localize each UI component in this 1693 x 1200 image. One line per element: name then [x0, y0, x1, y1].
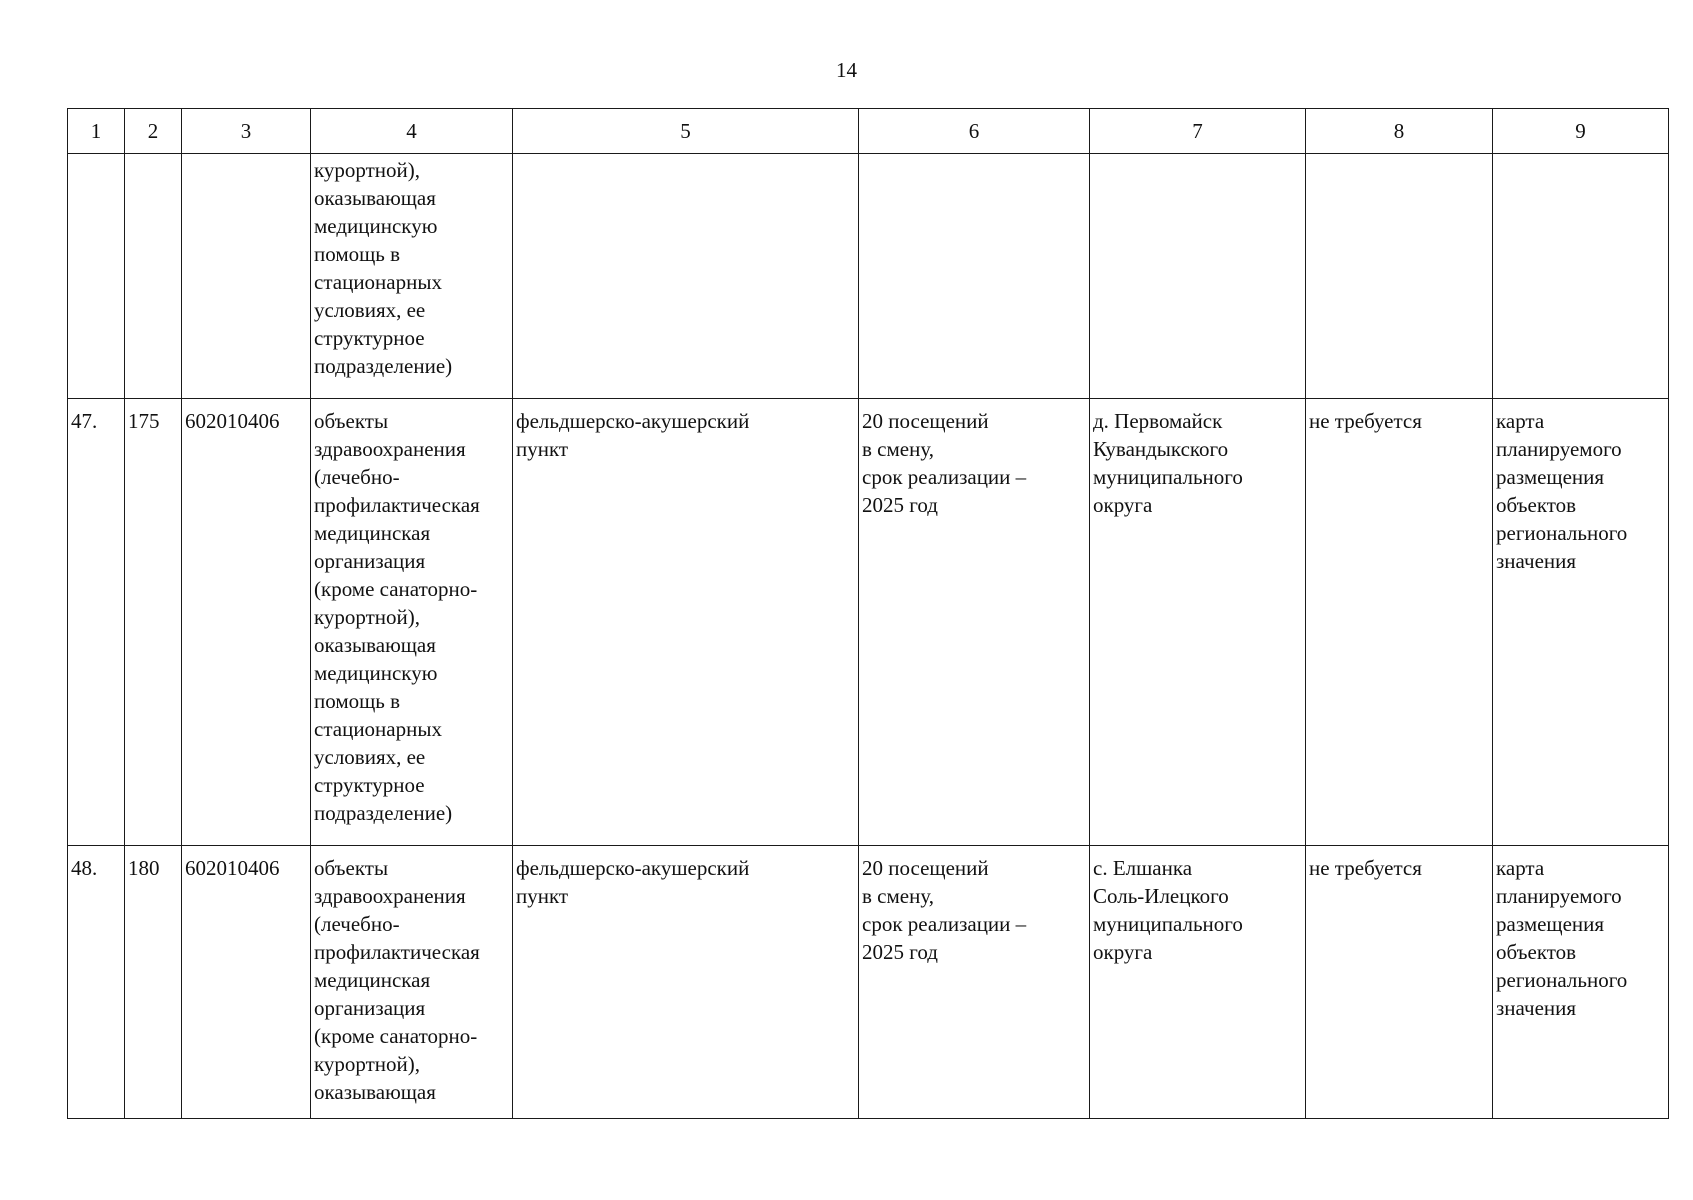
header-cell: 7 — [1090, 109, 1306, 154]
header-cell: 8 — [1306, 109, 1493, 154]
object-name-cell — [513, 154, 859, 399]
object-type-cell — [311, 846, 513, 1119]
header-cell: 1 — [68, 109, 125, 154]
object-name-cell — [513, 846, 859, 1119]
table-row — [68, 154, 1669, 399]
object-type-cell — [311, 399, 513, 846]
row-number: 47. — [71, 409, 98, 433]
row-number-cell — [68, 154, 125, 399]
zone-cell — [1306, 154, 1493, 399]
header-cell: 5 — [513, 109, 859, 154]
index-cell — [125, 846, 182, 1119]
index-cell — [125, 399, 182, 846]
code-cell — [182, 399, 311, 846]
object-type-text: объекты здравоохранения (лечебно- профилактическая медицинская организация (кроме санаторно- курортной), оказывающая медицинскую помощь в стационарных условиях, ее структурное подразделение) — [314, 409, 480, 825]
row-number-cell — [68, 846, 125, 1119]
object-type-text: курортной), оказывающая медицинскую помощь в стационарных условиях, ее структурное подразделение) — [314, 158, 453, 378]
code-cell — [182, 154, 311, 399]
location-cell — [1090, 846, 1306, 1119]
index-value: 180 — [128, 856, 160, 880]
characteristics-cell — [859, 154, 1090, 399]
location-cell — [1090, 154, 1306, 399]
table-row — [68, 846, 1669, 1119]
zone-text: не требуется — [1309, 856, 1422, 880]
location-text: д. Первомайск Кувандыкского муниципального округа — [1093, 409, 1243, 517]
code-cell — [182, 846, 311, 1119]
row-number: 48. — [71, 856, 98, 880]
location-cell — [1090, 399, 1306, 846]
zone-cell — [1306, 846, 1493, 1119]
map-text: карта планируемого размещения объектов регионального значения — [1496, 409, 1628, 573]
map-cell — [1493, 154, 1669, 399]
page-number: 14 — [836, 58, 857, 82]
header-cell: 6 — [859, 109, 1090, 154]
object-type-text: объекты здравоохранения (лечебно- профилактическая медицинская организация (кроме санаторно- курортной), оказывающая — [314, 856, 480, 1104]
code-value: 602010406 — [185, 409, 280, 433]
header-cell: 9 — [1493, 109, 1669, 154]
object-name-text: фельдшерско-акушерский пункт — [516, 856, 750, 908]
characteristics-cell — [859, 399, 1090, 846]
map-cell — [1493, 846, 1669, 1119]
characteristics-text: 20 посещений в смену, срок реализации – 2025 год — [862, 856, 1027, 964]
header-cell: 4 — [311, 109, 513, 154]
index-value: 175 — [128, 409, 160, 433]
code-value: 602010406 — [185, 856, 280, 880]
zone-text: не требуется — [1309, 409, 1422, 433]
characteristics-cell — [859, 846, 1090, 1119]
table-header-row — [68, 109, 1669, 154]
header-cell: 3 — [182, 109, 311, 154]
map-cell — [1493, 399, 1669, 846]
row-number-cell — [68, 399, 125, 846]
map-text: карта планируемого размещения объектов регионального значения — [1496, 856, 1628, 1020]
object-name-text: фельдшерско-акушерский пункт — [516, 409, 750, 461]
zone-cell — [1306, 399, 1493, 846]
header-cell: 2 — [125, 109, 182, 154]
object-name-cell — [513, 399, 859, 846]
document-table — [67, 108, 1669, 1119]
index-cell — [125, 154, 182, 399]
location-text: с. Елшанка Соль-Илецкого муниципального округа — [1093, 856, 1243, 964]
characteristics-text: 20 посещений в смену, срок реализации – 2025 год — [862, 409, 1027, 517]
table-row — [68, 399, 1669, 846]
object-type-cell — [311, 154, 513, 399]
